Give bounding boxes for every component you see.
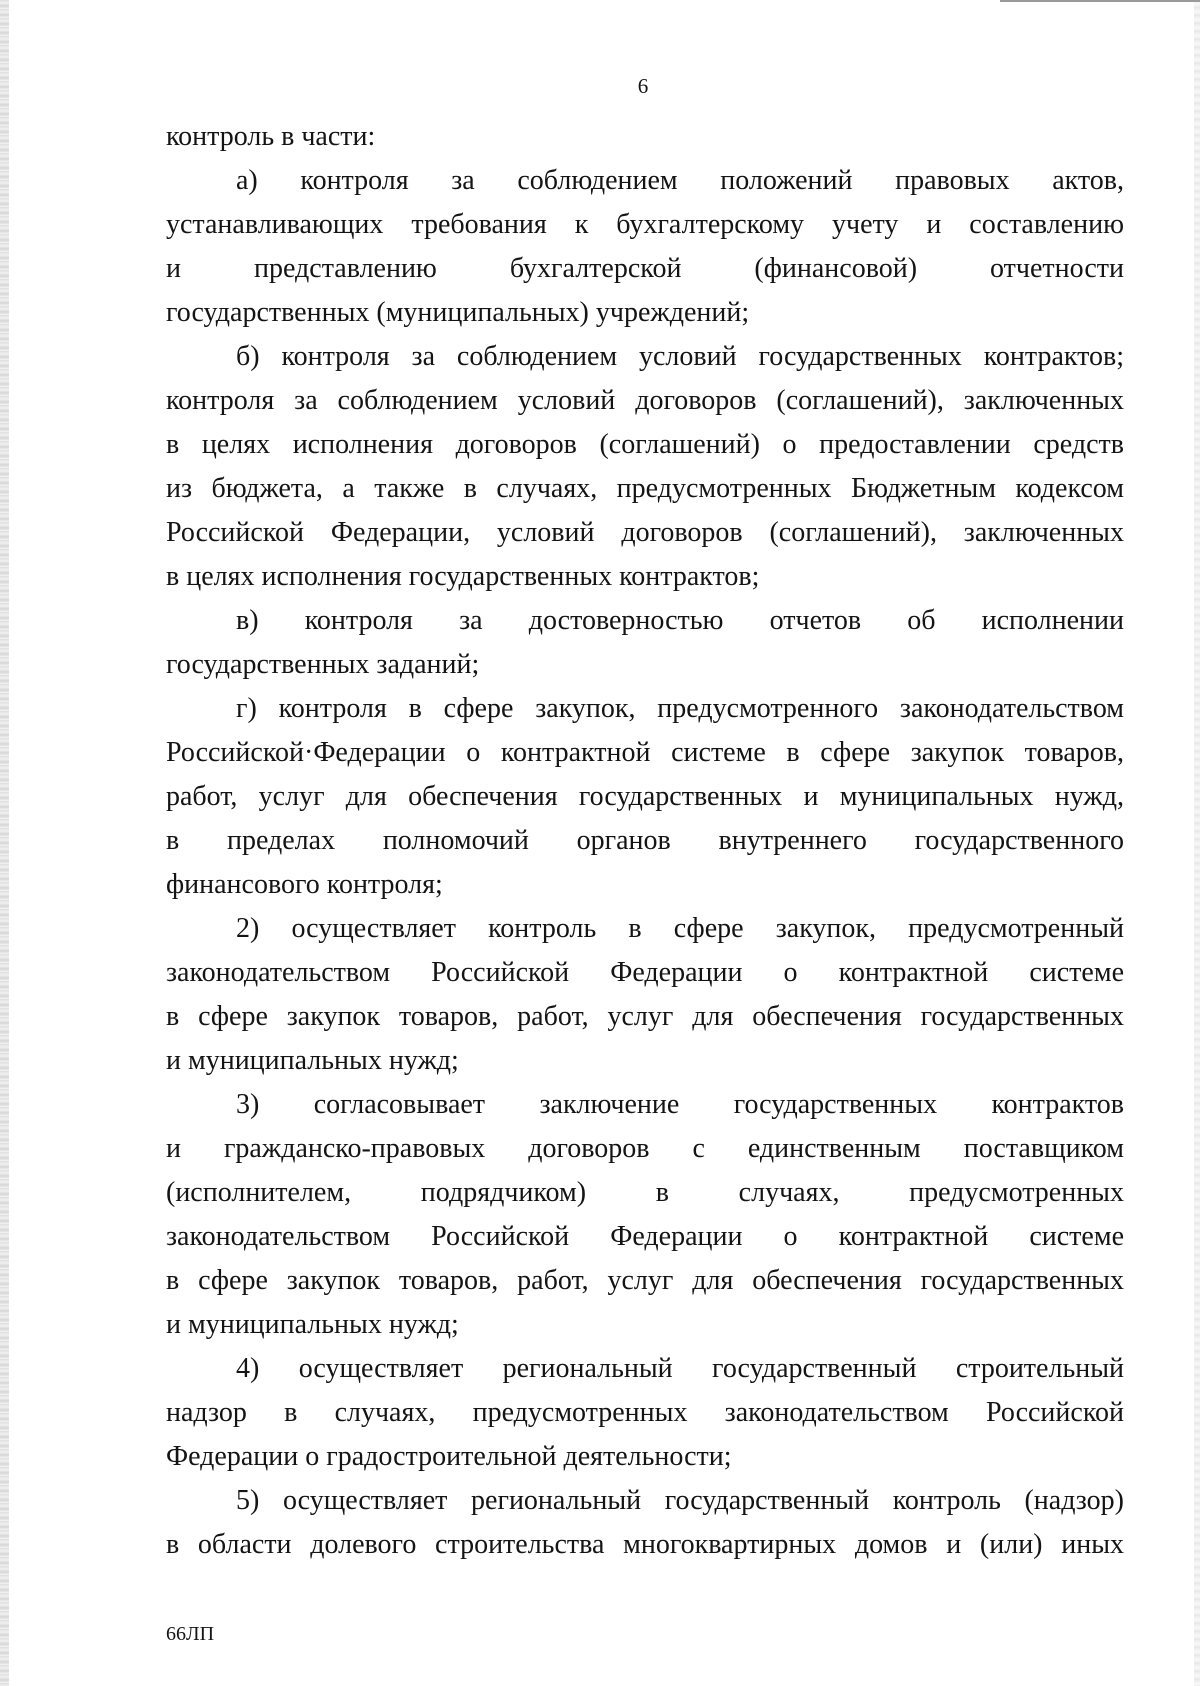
scan-edge-right xyxy=(1194,0,1200,1686)
text-line: в сфере закупок товаров, работ, услуг для обеспечения государственных xyxy=(166,1001,1124,1032)
text-line: в целях исполнения договоров (соглашений) о предоставлении средств xyxy=(166,429,1124,460)
text-line: надзор в случаях, предусмотренных законодательством Российской xyxy=(166,1397,1124,1428)
text-line: Российской Федерации, условий договоров (соглашений), заключенных xyxy=(166,517,1124,548)
document-code: 66ЛП xyxy=(166,1623,215,1645)
text-line: 4) осуществляет региональный государственный строительный xyxy=(236,1353,1124,1384)
text-line: (исполнителем, подрядчиком) в случаях, предусмотренных xyxy=(166,1177,1124,1208)
text-line: законодательством Российской Федерации о контрактной системе xyxy=(166,1221,1124,1252)
text-line: в пределах полномочий органов внутреннего государственного xyxy=(166,825,1124,856)
scan-edge-left xyxy=(0,0,9,1686)
document-body xyxy=(166,115,1124,1567)
text-line: Федерации о градостроительной деятельности; xyxy=(166,1441,732,1472)
text-line: государственных (муниципальных) учреждений; xyxy=(166,297,750,328)
text-line: государственных заданий; xyxy=(166,649,480,680)
text-line: в) контроля за достоверностью отчетов об исполнении xyxy=(236,605,1124,636)
text-line: в области долевого строительства многоквартирных домов и (или) иных xyxy=(166,1529,1124,1560)
text-line: б) контроля за соблюдением условий государственных контрактов; xyxy=(236,341,1124,372)
page-number: 6 xyxy=(637,74,649,98)
text-line: Российской·Федерации о контрактной системе в сфере закупок товаров, xyxy=(166,737,1124,768)
text-line: и муниципальных нужд; xyxy=(166,1309,459,1340)
text-line: в целях исполнения государственных контрактов; xyxy=(166,561,760,592)
text-line: а) контроля за соблюдением положений правовых актов, xyxy=(236,165,1124,196)
text-line: работ, услуг для обеспечения государственных и муниципальных нужд, xyxy=(166,781,1124,812)
text-line: 5) осуществляет региональный государственный контроль (надзор) xyxy=(236,1485,1124,1516)
scan-edge-top xyxy=(1000,0,1200,2)
text-line: и муниципальных нужд; xyxy=(166,1045,459,1076)
text-line: из бюджета, а также в случаях, предусмотренных Бюджетным кодексом xyxy=(166,473,1124,504)
text-line: контроля за соблюдением условий договоров (соглашений), заключенных xyxy=(166,385,1124,416)
text-line: законодательством Российской Федерации о контрактной системе xyxy=(166,957,1124,988)
text-line: устанавливающих требования к бухгалтерскому учету и составлению xyxy=(166,209,1124,240)
text-line: г) контроля в сфере закупок, предусмотренного законодательством xyxy=(236,693,1124,724)
text-line: в сфере закупок товаров, работ, услуг для обеспечения государственных xyxy=(166,1265,1124,1296)
text-line: 2) осуществляет контроль в сфере закупок, предусмотренный xyxy=(236,913,1124,944)
text-line: и гражданско-правовых договоров с единственным поставщиком xyxy=(166,1133,1124,1164)
text-line: и представлению бухгалтерской (финансовой) отчетности xyxy=(166,253,1124,284)
text-line: финансового контроля; xyxy=(166,869,443,900)
text-line: 3) согласовывает заключение государственных контрактов xyxy=(236,1089,1124,1120)
text-line: контроль в части: xyxy=(166,121,376,152)
